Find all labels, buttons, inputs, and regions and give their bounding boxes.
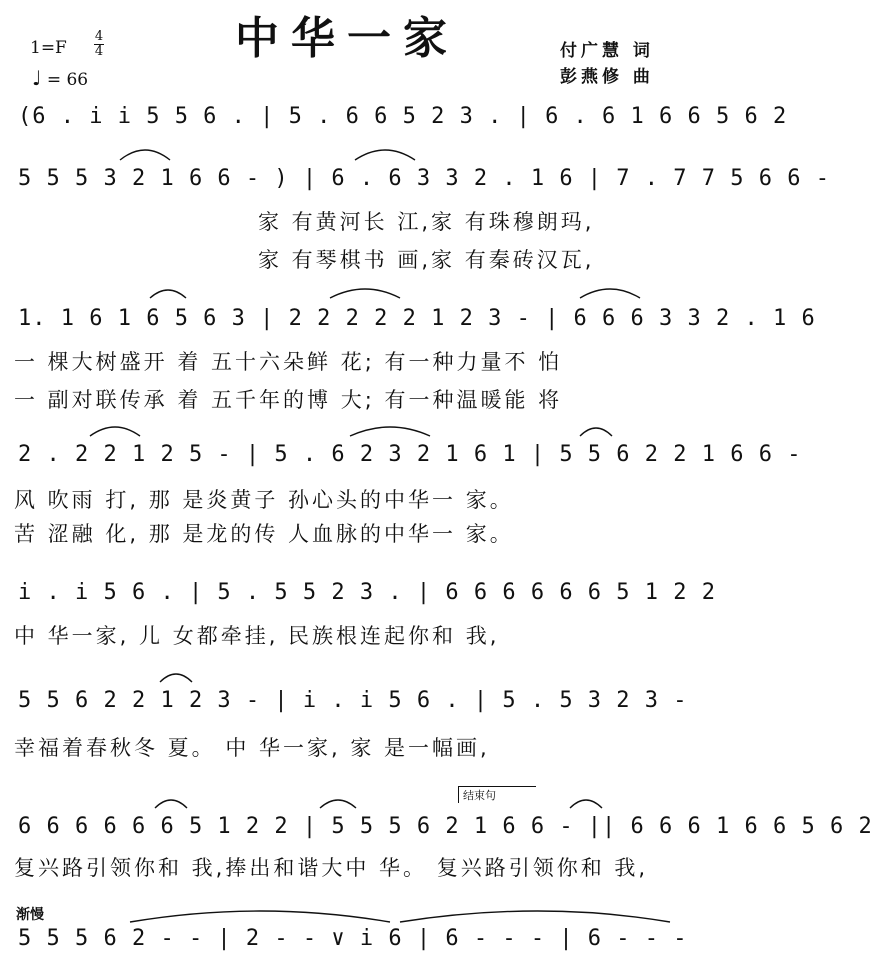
slur [150, 290, 186, 298]
notation-line-3: 1. 1 6 1 6 5 6 3 | 2 2 2 2 2 1 2 3 - | 6 6 6 3 3 2 . 1 6 [18, 306, 816, 331]
slur [580, 428, 612, 436]
notation-line-4: 2 . 2 2 1 2 5 - | 5 . 6 2 3 2 1 6 1 | 5 5 6 2 2 1 6 6 - [18, 442, 802, 467]
lyric-line-2a: 家 有黄河长 江,家 有珠穆朗玛, [258, 210, 595, 234]
slur [155, 800, 187, 808]
tempo-value: = 66 [46, 70, 89, 90]
lyric-line-3b: 一 副对联传承 着 五千年的博 大; 有一种温暖能 将 [14, 388, 563, 412]
slur [400, 911, 670, 922]
song-title: 中华一家 [235, 13, 459, 64]
lyric-line-7: 复兴路引领你和 我,捧出和谐大中 华。 复兴路引领你和 我, [14, 856, 649, 880]
composer-credit: 彭燕修 曲 [560, 67, 654, 87]
slur [350, 427, 430, 436]
time-signature-top: 4 [94, 29, 104, 44]
slur [320, 800, 356, 808]
slur [160, 674, 192, 682]
lyric-line-6: 幸福着春秋冬 夏。 中 华一家, 家 是一幅画, [14, 736, 490, 760]
notation-line-8: 5 5 5 6 2 - - | 2 - - ∨ i 6 | 6 - - - | 6 - - - [18, 926, 688, 951]
notation-line-6: 5 5 6 2 2 1 2 3 - | i . i 5 6 . | 5 . 5 3 2 3 - [18, 688, 688, 713]
lyric-line-5: 中 华一家, 儿 女都牵挂, 民族根连起你和 我, [14, 624, 500, 648]
coda-label: 结束句 [458, 786, 536, 803]
notation-line-1: (6 . i i 5 5 6 . | 5 . 6 6 5 2 3 . | 6 . 6 1 6 6 5 6 2 [18, 104, 788, 129]
slur [120, 150, 170, 160]
lyric-line-4a: 风 吹雨 打, 那 是炎黄子 孙心头的中华一 家。 [14, 488, 514, 512]
lyric-line-3a: 一 棵大树盛开 着 五十六朵鲜 花; 有一种力量不 怕 [14, 350, 563, 374]
ritardando-marking: 渐慢 [16, 907, 44, 923]
quarter-note-icon: ♩ [32, 66, 42, 90]
key-signature: 1=F [30, 38, 67, 58]
lyricist-credit: 付广慧 词 [560, 41, 654, 61]
lyric-line-2b: 家 有琴棋书 画,家 有秦砖汉瓦, [258, 248, 595, 272]
slur [330, 289, 400, 298]
notation-line-2: 5 5 5 3 2 1 6 6 - ) | 6 . 6 3 3 2 . 1 6 | 7 . 7 7 5 6 6 - [18, 166, 830, 191]
notation-line-5: i . i 5 6 . | 5 . 5 5 2 3 . | 6 6 6 6 6 6 5 1 2 2 [18, 580, 717, 605]
notation-line-7: 6 6 6 6 6 6 5 1 2 2 | 5 5 5 6 2 1 6 6 - || 6 6 6 1 6 6 5 6 2 [18, 814, 873, 839]
slur [90, 427, 140, 436]
slur [130, 911, 390, 922]
slur [355, 150, 415, 160]
slur [570, 800, 602, 808]
time-signature-bottom: 4 [94, 44, 104, 59]
slur [580, 289, 640, 298]
lyric-line-4b: 苦 涩融 化, 那 是龙的传 人血脉的中华一 家。 [14, 522, 514, 546]
